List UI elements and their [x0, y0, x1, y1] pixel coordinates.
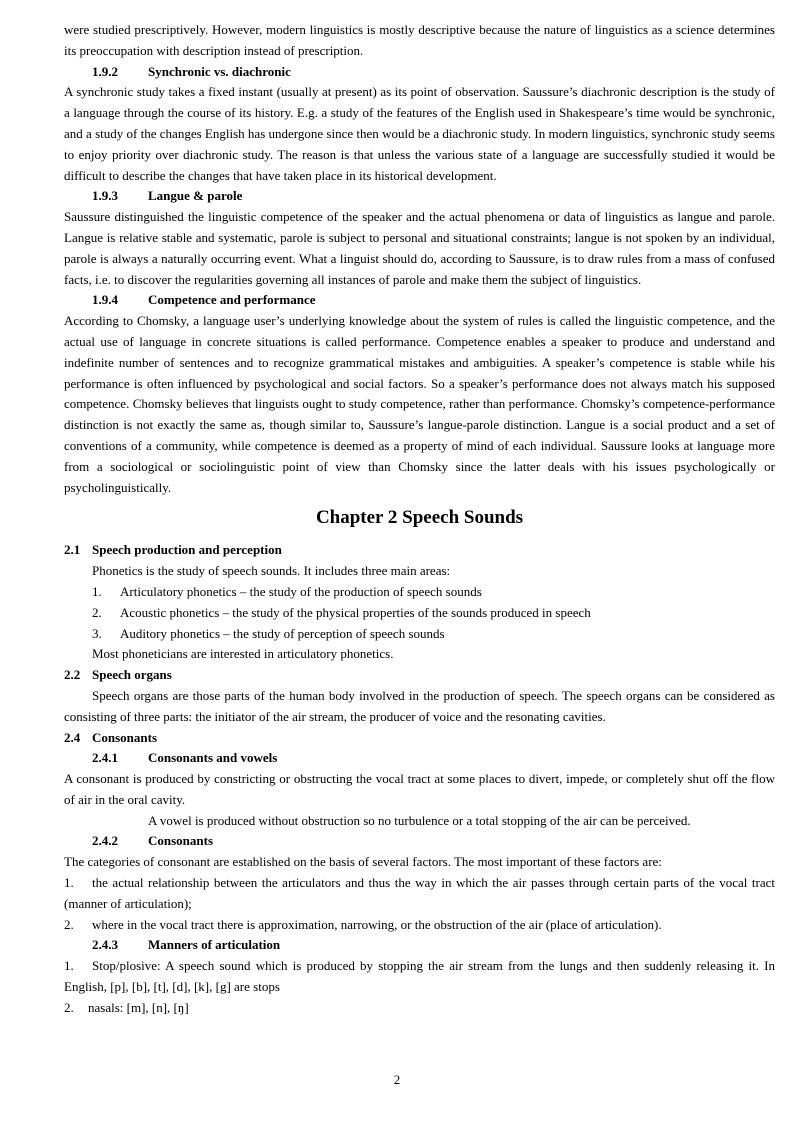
- list-number: 1.: [64, 875, 74, 891]
- list-item: [64, 603, 775, 624]
- paragraph: The categories of consonant are established on the basis of several factors. The most important of these factors are:: [64, 854, 662, 870]
- section-title: Speech organs: [92, 667, 172, 683]
- section-heading: [64, 665, 775, 686]
- list-item: [64, 998, 775, 1019]
- list-text: nasals: [m], [n], [ŋ]: [88, 999, 189, 1015]
- subsection-number: 1.9.3: [92, 188, 118, 204]
- subsection-number: 2.4.1: [92, 750, 118, 766]
- subsection-title: Competence and performance: [148, 292, 316, 308]
- section-number: 2.4: [64, 729, 81, 745]
- list-number: 1.: [64, 958, 74, 974]
- list-number: 2.: [92, 604, 102, 620]
- indented-paragraph: Most phoneticians are interested in articulatory phonetics.: [92, 646, 394, 662]
- paragraph: Speech organs are those parts of the human body involved in the production of speech. The speech organs can be considered as consisting of three parts: the initiator of the air stream, the producer of voice and the resonating cavities.: [64, 687, 775, 724]
- page-content: [64, 20, 775, 1019]
- subsection-heading: [64, 831, 775, 852]
- list-item: [64, 915, 775, 936]
- paragraph: were studied prescriptively. However, modern linguistics is mostly descriptive because the nature of linguistics as a science determines its preoccupation with description instead of prescription.: [64, 22, 775, 58]
- list-text: Auditory phonetics – the study of perception of speech sounds: [120, 625, 445, 641]
- subsection-number: 1.9.2: [92, 63, 118, 79]
- section-heading: [64, 540, 775, 561]
- section-number: 2.1: [64, 542, 81, 558]
- chapter-title: Chapter 2 Speech Sounds: [315, 507, 524, 529]
- subsection-number: 2.4.3: [92, 937, 118, 953]
- subsection-heading: [64, 290, 775, 311]
- subsection-title: Manners of articulation: [148, 937, 281, 953]
- list-number: 2.: [64, 916, 74, 932]
- list-item: [64, 582, 775, 603]
- list-item: [64, 956, 775, 998]
- list-item: [64, 873, 775, 915]
- list-text: Acoustic phonetics – the study of the physical properties of the sounds produced in speech: [120, 604, 591, 620]
- subsection-heading: [64, 935, 775, 956]
- section-title: Consonants: [92, 729, 158, 745]
- list-text: Articulatory phonetics – the study of the production of speech sounds: [120, 583, 482, 599]
- paragraph: Saussure distinguished the linguistic competence of the speaker and the actual phenomena or data of linguistics as langue and parole. Langue is relative stable and systematic, parole is subject to personal and situational constraints; langue is not spoken by an individual, parole is always a naturally occurring event. What a linguist should do, according to Saussure, is to draw rules from a mass of confused facts, i.e. to discover the regularities governing all instances of parole and make them the subject of linguistics.: [64, 209, 775, 287]
- paragraph: A synchronic study takes a fixed instant (usually at present) as its point of observation. Saussure’s diachronic description is the study of a language through the course of its history. E.g. a study of the features of the English used in Shakespeare’s time would be synchronic, and a study of the changes English has undergone since then would be a diachronic study. In modern linguistics, synchronic study seems to enjoy priority over diachronic study. The reason is that unless the various state of a language are successfully studied it would be difficult to describe the changes that have taken place in its historical development.: [64, 84, 775, 183]
- list-text: where in the vocal tract there is approximation, narrowing, or the obstruction of the air (place of articulation).: [92, 916, 662, 932]
- indented-paragraph: Phonetics is the study of speech sounds. It includes three main areas:: [92, 563, 451, 579]
- section-title: Speech production and perception: [92, 542, 282, 558]
- subsection-title: Consonants: [148, 833, 214, 849]
- section-number: 2.2: [64, 667, 81, 683]
- subsection-title: Synchronic vs. diachronic: [148, 63, 291, 79]
- subsection-number: 2.4.2: [92, 833, 118, 849]
- list-text: Stop/plosive: A speech sound which is produced by stopping the air stream from the lungs and then suddenly releasing it. In English, [p], [b], [t], [d], [k], [g] are stops: [64, 958, 775, 995]
- list-number: 1.: [92, 583, 102, 599]
- section-heading: [64, 728, 775, 749]
- list-item: [64, 624, 775, 645]
- subsection-title: Langue & parole: [148, 188, 243, 204]
- subsection-heading: [64, 62, 775, 83]
- subsection-number: 1.9.4: [92, 292, 118, 308]
- page-number: 2: [393, 1072, 401, 1087]
- paragraph: According to Chomsky, a language user’s underlying knowledge about the system of rules is called the linguistic competence, and the actual use of language in concrete situations is called performance. Competence enables a speaker to produce and understand and indefinite number of sentences and to recognize grammatical mistakes and ambiguities. A speaker’s competence is stable while his performance is often influenced by psychological and social factors. So a speaker’s performance does not always match his supposed competence. Chomsky believes that linguists ought to study competence, rather than performance. Chomsky’s competence-performance distinction is not exactly the same as, though similar to, Saussure’s langue-parole distinction. Langue is a social product and a set of conventions of a community, while competence is deemed as a property of mind of each individual. Saussure looks at language more from a sociological or sociolinguistic point of view than Chomsky since the latter deals with his issues psychologically or psycholinguistically.: [64, 313, 775, 495]
- list-number: 3.: [92, 625, 102, 641]
- subsection-heading: [64, 748, 775, 769]
- subsection-title: Consonants and vowels: [148, 750, 278, 766]
- subsection-heading: [64, 186, 775, 207]
- indented-paragraph: A vowel is produced without obstruction so no turbulence or a total stopping of the air can be perceived.: [148, 812, 691, 828]
- list-text: the actual relationship between the articulators and thus the way in which the air passes through certain parts of the vocal tract (manner of articulation);: [64, 875, 775, 911]
- list-number: 2.: [64, 999, 74, 1015]
- paragraph: A consonant is produced by constricting or obstructing the vocal tract at some places to divert, impede, or completely shut off the flow of air in the oral cavity.: [64, 771, 775, 807]
